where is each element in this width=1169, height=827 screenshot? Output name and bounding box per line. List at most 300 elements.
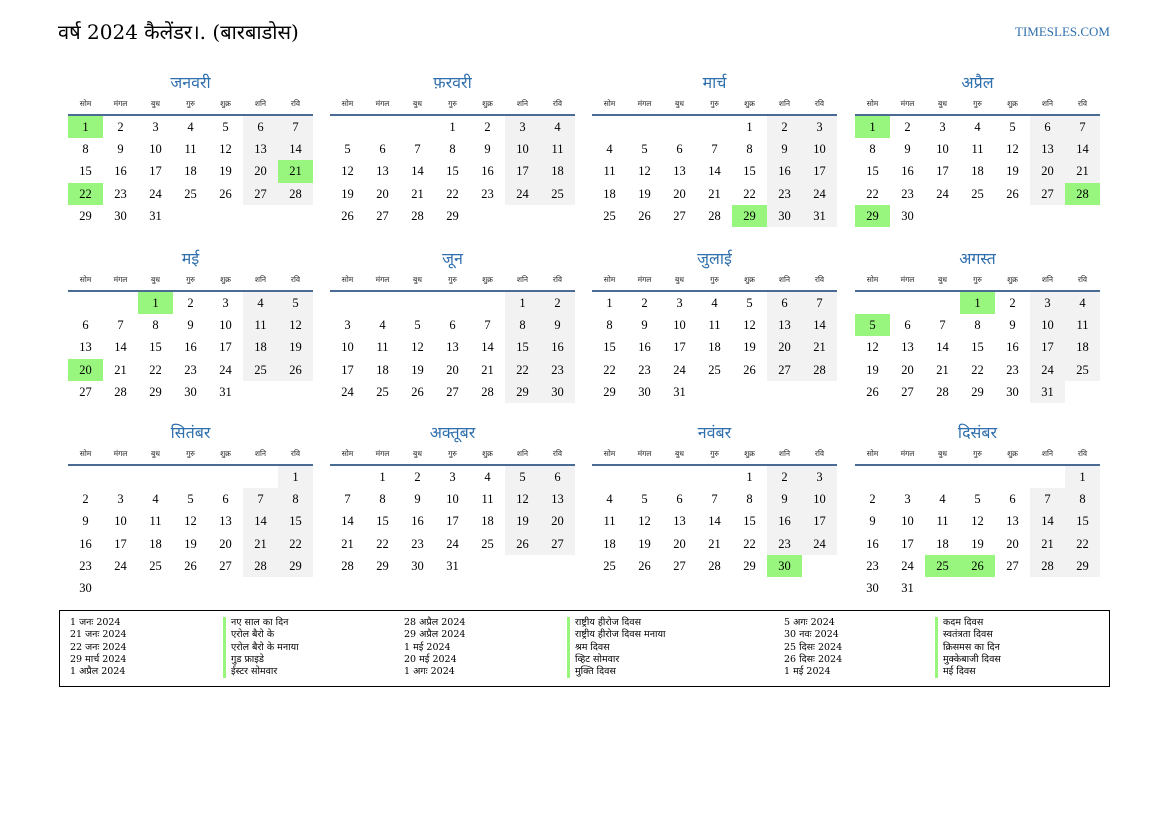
day-cell: 21 — [411, 186, 424, 201]
day-cell: 24 — [446, 536, 459, 551]
empty-cell — [592, 466, 627, 488]
day-cell: 21 — [341, 536, 354, 551]
holiday-date: 1 अप्रैल 2024 — [70, 666, 126, 678]
weekday-label: बुध — [413, 99, 422, 108]
empty-cell — [627, 466, 662, 488]
day-cell: 30 — [901, 208, 914, 223]
weekday-label: मंगल — [375, 449, 390, 458]
weekday-label: गुरु — [973, 449, 982, 458]
day-cell: 3 — [676, 296, 683, 310]
weekday-label: रवि — [290, 449, 301, 458]
holiday-date: 1 मई 2024 — [404, 641, 451, 653]
day-cell: 23 — [767, 183, 802, 205]
empty-cell — [960, 466, 995, 488]
holiday-name: गुड फ्राइडे — [223, 654, 299, 666]
day-cell: 7 — [1065, 116, 1100, 138]
day-cell: 29 — [278, 555, 313, 577]
month-name: अगस्त — [959, 249, 996, 268]
day-cell: 9 — [117, 142, 124, 157]
day-cell: 14 — [1065, 138, 1100, 160]
holiday-date: 21 जनः 2024 — [70, 629, 127, 641]
day-cell: 14 — [411, 164, 424, 179]
day-cell: 25 — [481, 536, 494, 551]
day-cell: 14 — [341, 514, 354, 529]
day-cell: 10 — [114, 514, 127, 529]
day-cell: 23 — [1006, 362, 1019, 377]
weekday-label: रवि — [814, 449, 825, 458]
day-cell: 4 — [379, 318, 386, 333]
day-cell: 13 — [901, 340, 914, 355]
day-cell: 5 — [974, 492, 981, 507]
day-cell: 9 — [414, 492, 421, 507]
day-cell: 8 — [278, 488, 313, 510]
day-cell: 7 — [243, 488, 278, 510]
days-grid — [330, 466, 575, 577]
empty-cell — [68, 292, 103, 314]
holiday-day-cell: 29 — [732, 205, 767, 227]
day-cell: 21 — [708, 536, 721, 551]
weekday-label: शुक्र — [1007, 275, 1018, 284]
day-cell: 7 — [278, 116, 313, 138]
day-cell: 6 — [243, 116, 278, 138]
weekday-label: शुक्र — [220, 449, 231, 458]
day-cell: 9 — [767, 138, 802, 160]
weekday-label: गुरु — [710, 99, 719, 108]
weekday-header — [855, 270, 1100, 292]
month-name: दिसंबर — [957, 423, 998, 442]
day-cell: 19 — [971, 536, 984, 551]
empty-cell — [627, 116, 662, 138]
day-cell: 20 — [219, 536, 232, 551]
weekday-label: गुरु — [710, 275, 719, 284]
day-cell: 16 — [411, 514, 424, 529]
day-cell: 28 — [243, 555, 278, 577]
day-cell: 11 — [1065, 314, 1100, 336]
day-cell: 10 — [1030, 314, 1065, 336]
weekday-label: मंगल — [900, 275, 915, 284]
day-cell: 24 — [802, 533, 837, 555]
day-cell: 28 — [708, 558, 721, 573]
weekday-label: सोम — [603, 449, 616, 458]
month-10 — [330, 422, 575, 577]
day-cell: 4 — [606, 142, 613, 157]
day-cell: 12 — [219, 142, 232, 157]
day-cell: 3 — [505, 116, 540, 138]
day-cell: 23 — [184, 362, 197, 377]
day-cell: 24 — [505, 183, 540, 205]
weekday-header — [330, 444, 575, 466]
month-4 — [855, 72, 1100, 227]
day-cell: 24 — [149, 186, 162, 201]
weekday-header — [330, 94, 575, 116]
weekday-label: बुध — [675, 449, 684, 458]
empty-cell — [470, 292, 505, 314]
day-cell: 8 — [82, 142, 89, 157]
day-cell: 14 — [936, 340, 949, 355]
day-cell: 19 — [1006, 164, 1019, 179]
holiday-day-cell: 1 — [855, 116, 890, 138]
month-12 — [855, 422, 1100, 599]
day-cell: 26 — [866, 384, 879, 399]
day-cell: 16 — [184, 340, 197, 355]
day-cell: 17 — [802, 510, 837, 532]
weekday-label: रवि — [552, 449, 563, 458]
holiday-date: 29 मार्च 2024 — [70, 653, 127, 665]
empty-cell — [103, 292, 138, 314]
day-cell: 30 — [411, 558, 424, 573]
holiday-name: ईस्टर सोमवार — [223, 666, 299, 678]
day-cell: 28 — [278, 183, 313, 205]
weekday-label: शनि — [778, 449, 791, 458]
day-cell: 19 — [866, 362, 879, 377]
day-cell: 23 — [79, 558, 92, 573]
day-cell: 6 — [767, 292, 802, 314]
holiday-name: मुक्केबाजी दिवस — [935, 654, 1001, 666]
day-cell: 25 — [184, 186, 197, 201]
day-cell: 4 — [243, 292, 278, 314]
weekday-label: बुध — [413, 275, 422, 284]
weekday-label: बुध — [151, 99, 160, 108]
empty-cell — [138, 466, 173, 488]
empty-cell — [330, 116, 365, 138]
weekday-label: बुध — [938, 449, 947, 458]
day-cell: 11 — [936, 514, 949, 529]
month-3 — [592, 72, 837, 227]
empty-cell — [925, 292, 960, 314]
day-cell: 16 — [79, 536, 92, 551]
weekday-label: सोम — [341, 99, 354, 108]
day-cell: 25 — [149, 558, 162, 573]
day-cell: 6 — [379, 142, 386, 157]
day-cell: 10 — [673, 318, 686, 333]
holiday-date: 1 मई 2024 — [784, 666, 831, 678]
day-cell: 27 — [1030, 183, 1065, 205]
page-title: वर्ष 2024 कैलेंडर।. (बारबाडोस) — [58, 20, 299, 44]
holiday-name: व्हिट सोमवार — [567, 654, 665, 666]
weekday-label: रवि — [290, 275, 301, 284]
month-name: जनवरी — [170, 73, 211, 92]
empty-cell — [1030, 466, 1065, 488]
weekday-label: सोम — [866, 99, 879, 108]
day-cell: 31 — [901, 580, 914, 595]
day-cell: 5 — [278, 292, 313, 314]
day-cell: 19 — [219, 164, 232, 179]
day-cell: 15 — [149, 340, 162, 355]
day-cell: 9 — [82, 514, 89, 529]
day-cell: 3 — [802, 466, 837, 488]
day-cell: 3 — [222, 296, 229, 310]
month-2 — [330, 72, 575, 227]
empty-cell — [592, 116, 627, 138]
day-cell: 8 — [974, 318, 981, 333]
empty-cell — [365, 116, 400, 138]
weekday-header — [592, 94, 837, 116]
day-cell: 5 — [505, 466, 540, 488]
month-7 — [592, 248, 837, 403]
day-cell: 29 — [971, 384, 984, 399]
empty-cell — [243, 466, 278, 488]
day-cell: 3 — [904, 492, 911, 507]
day-cell: 9 — [484, 142, 491, 157]
day-cell: 28 — [802, 359, 837, 381]
weekday-label: मंगल — [637, 275, 652, 284]
day-cell: 19 — [184, 536, 197, 551]
day-cell: 29 — [79, 208, 92, 223]
weekday-label: बुध — [151, 275, 160, 284]
day-cell: 22 — [376, 536, 389, 551]
day-cell: 19 — [505, 510, 540, 532]
day-cell: 18 — [936, 536, 949, 551]
holiday-name: मुक्ति दिवस — [567, 666, 665, 678]
days-grid — [855, 466, 1100, 599]
day-cell: 29 — [376, 558, 389, 573]
day-cell: 6 — [676, 142, 683, 157]
day-cell: 20 — [376, 186, 389, 201]
day-cell: 9 — [540, 314, 575, 336]
day-cell: 23 — [638, 362, 651, 377]
day-cell: 6 — [222, 492, 229, 507]
day-cell: 6 — [1030, 116, 1065, 138]
weekday-label: शुक्र — [482, 275, 493, 284]
day-cell: 16 — [1006, 340, 1019, 355]
site-link[interactable]: TIMESLES.COM — [1015, 24, 1110, 39]
day-cell: 14 — [708, 164, 721, 179]
weekday-label: शुक्र — [744, 449, 755, 458]
day-cell: 17 — [341, 362, 354, 377]
days-grid — [592, 116, 837, 227]
day-cell: 13 — [446, 340, 459, 355]
day-cell: 15 — [603, 340, 616, 355]
month-name: जून — [442, 249, 463, 268]
holiday-date: 29 अप्रैल 2024 — [404, 629, 466, 641]
day-cell: 23 — [114, 186, 127, 201]
day-cell: 12 — [1006, 142, 1019, 157]
empty-cell — [662, 466, 697, 488]
day-cell: 31 — [446, 558, 459, 573]
day-cell: 23 — [540, 359, 575, 381]
day-cell: 4 — [540, 116, 575, 138]
day-cell: 27 — [446, 384, 459, 399]
day-cell: 3 — [939, 120, 946, 134]
day-cell: 15 — [971, 340, 984, 355]
month-8 — [855, 248, 1100, 403]
day-cell: 27 — [243, 183, 278, 205]
holiday-dates-column — [784, 617, 842, 678]
day-cell: 4 — [187, 120, 194, 134]
weekday-label: शनि — [1041, 449, 1054, 458]
weekday-label: बुध — [413, 449, 422, 458]
day-cell: 1 — [379, 470, 386, 484]
day-cell: 21 — [708, 186, 721, 201]
day-cell: 21 — [1065, 160, 1100, 182]
day-cell: 24 — [673, 362, 686, 377]
day-cell: 24 — [114, 558, 127, 573]
day-cell: 9 — [767, 488, 802, 510]
day-cell: 8 — [606, 318, 613, 333]
weekday-label: रवि — [552, 99, 563, 108]
day-cell: 14 — [278, 138, 313, 160]
day-cell: 12 — [184, 514, 197, 529]
day-cell: 3 — [117, 492, 124, 507]
weekday-label: सोम — [79, 99, 92, 108]
day-cell: 21 — [114, 362, 127, 377]
day-cell: 25 — [971, 186, 984, 201]
holiday-date: 1 अगः 2024 — [404, 666, 455, 678]
day-cell: 16 — [866, 536, 879, 551]
day-cell: 30 — [114, 208, 127, 223]
day-cell: 15 — [278, 510, 313, 532]
day-cell: 14 — [1030, 510, 1065, 532]
day-cell: 26 — [411, 384, 424, 399]
day-cell: 31 — [673, 384, 686, 399]
day-cell: 5 — [746, 296, 753, 310]
day-cell: 1 — [505, 292, 540, 314]
holiday-day-cell: 1 — [138, 292, 173, 314]
day-cell: 13 — [1006, 514, 1019, 529]
weekday-label: शनि — [516, 99, 529, 108]
month-name: फ़रवरी — [433, 73, 472, 92]
day-cell: 14 — [114, 340, 127, 355]
day-cell: 10 — [802, 138, 837, 160]
empty-cell — [103, 466, 138, 488]
day-cell: 11 — [481, 492, 494, 507]
empty-cell — [697, 116, 732, 138]
weekday-label: मंगल — [637, 99, 652, 108]
day-cell: 18 — [1065, 336, 1100, 358]
day-cell: 22 — [446, 186, 459, 201]
weekday-header — [855, 94, 1100, 116]
weekday-header — [855, 444, 1100, 466]
weekday-label: मंगल — [900, 449, 915, 458]
day-cell: 10 — [149, 142, 162, 157]
day-cell: 28 — [708, 208, 721, 223]
empty-cell — [662, 116, 697, 138]
weekday-label: गुरु — [448, 275, 457, 284]
holiday-day-cell: 28 — [1065, 183, 1100, 205]
holiday-name: स्वतंत्रता दिवस — [935, 629, 1001, 641]
day-cell: 23 — [481, 186, 494, 201]
days-grid — [855, 292, 1100, 403]
day-cell: 4 — [152, 492, 159, 507]
day-cell: 26 — [505, 533, 540, 555]
weekday-label: शुक्र — [1007, 449, 1018, 458]
day-cell: 16 — [901, 164, 914, 179]
day-cell: 20 — [901, 362, 914, 377]
day-cell: 5 — [641, 142, 648, 157]
empty-cell — [890, 466, 925, 488]
weekday-label: रवि — [290, 99, 301, 108]
day-cell: 21 — [802, 336, 837, 358]
day-cell: 19 — [743, 340, 756, 355]
day-cell: 25 — [243, 359, 278, 381]
day-cell: 12 — [638, 514, 651, 529]
holiday-day-cell: 29 — [855, 205, 890, 227]
day-cell: 9 — [641, 318, 648, 333]
day-cell: 30 — [767, 205, 802, 227]
weekday-label: शनि — [778, 275, 791, 284]
day-cell: 13 — [243, 138, 278, 160]
empty-cell — [173, 466, 208, 488]
day-cell: 10 — [341, 340, 354, 355]
month-name: नवंबर — [697, 423, 732, 442]
day-cell: 22 — [278, 533, 313, 555]
day-cell: 14 — [708, 514, 721, 529]
weekday-label: शनि — [254, 449, 267, 458]
day-cell: 25 — [603, 208, 616, 223]
day-cell: 9 — [869, 514, 876, 529]
day-cell: 3 — [344, 318, 351, 333]
day-cell: 17 — [505, 160, 540, 182]
holiday-list — [59, 610, 1110, 687]
day-cell: 22 — [866, 186, 879, 201]
day-cell: 11 — [603, 164, 616, 179]
day-cell: 11 — [149, 514, 162, 529]
day-cell: 17 — [149, 164, 162, 179]
day-cell: 5 — [641, 492, 648, 507]
day-cell: 10 — [446, 492, 459, 507]
day-cell: 28 — [481, 384, 494, 399]
holiday-name: राष्ट्रीय हीरोज दिवस — [567, 617, 665, 629]
day-cell: 13 — [79, 340, 92, 355]
day-cell: 23 — [901, 186, 914, 201]
holiday-name: एरोल बैरो के मनाया — [223, 642, 299, 654]
holiday-day-cell: 21 — [278, 160, 313, 182]
empty-cell — [365, 292, 400, 314]
day-cell: 25 — [376, 384, 389, 399]
day-cell: 30 — [1006, 384, 1019, 399]
empty-cell — [995, 466, 1030, 488]
holiday-date: 26 दिसः 2024 — [784, 653, 843, 665]
weekday-label: गुरु — [186, 449, 195, 458]
day-cell: 21 — [1030, 533, 1065, 555]
month-name: अक्तूबर — [429, 423, 476, 442]
day-cell: 29 — [603, 384, 616, 399]
day-cell: 26 — [638, 558, 651, 573]
day-cell: 11 — [184, 142, 197, 157]
day-cell: 19 — [278, 336, 313, 358]
weekday-label: शुक्र — [220, 99, 231, 108]
empty-cell — [400, 292, 435, 314]
day-cell: 10 — [901, 514, 914, 529]
day-cell: 1 — [746, 120, 753, 134]
day-cell: 25 — [708, 362, 721, 377]
weekday-label: सोम — [603, 99, 616, 108]
day-cell: 6 — [82, 318, 89, 333]
holiday-date: 30 नवः 2024 — [784, 629, 839, 641]
day-cell: 26 — [219, 186, 232, 201]
days-grid — [68, 466, 313, 599]
day-cell: 23 — [411, 536, 424, 551]
month-name: सितंबर — [170, 423, 211, 442]
month-name: जुलाई — [697, 249, 732, 268]
day-cell: 14 — [243, 510, 278, 532]
month-6 — [330, 248, 575, 403]
day-cell: 28 — [114, 384, 127, 399]
day-cell: 29 — [1065, 555, 1100, 577]
day-cell: 24 — [802, 183, 837, 205]
weekday-label: शुक्र — [482, 99, 493, 108]
weekday-label: बुध — [675, 275, 684, 284]
day-cell: 28 — [411, 208, 424, 223]
weekday-label: शनि — [1041, 275, 1054, 284]
day-cell: 3 — [1030, 292, 1065, 314]
day-cell: 27 — [1006, 558, 1019, 573]
day-cell: 10 — [505, 138, 540, 160]
day-cell: 27 — [901, 384, 914, 399]
month-11 — [592, 422, 837, 577]
weekday-label: शनि — [516, 449, 529, 458]
day-cell: 7 — [1030, 488, 1065, 510]
